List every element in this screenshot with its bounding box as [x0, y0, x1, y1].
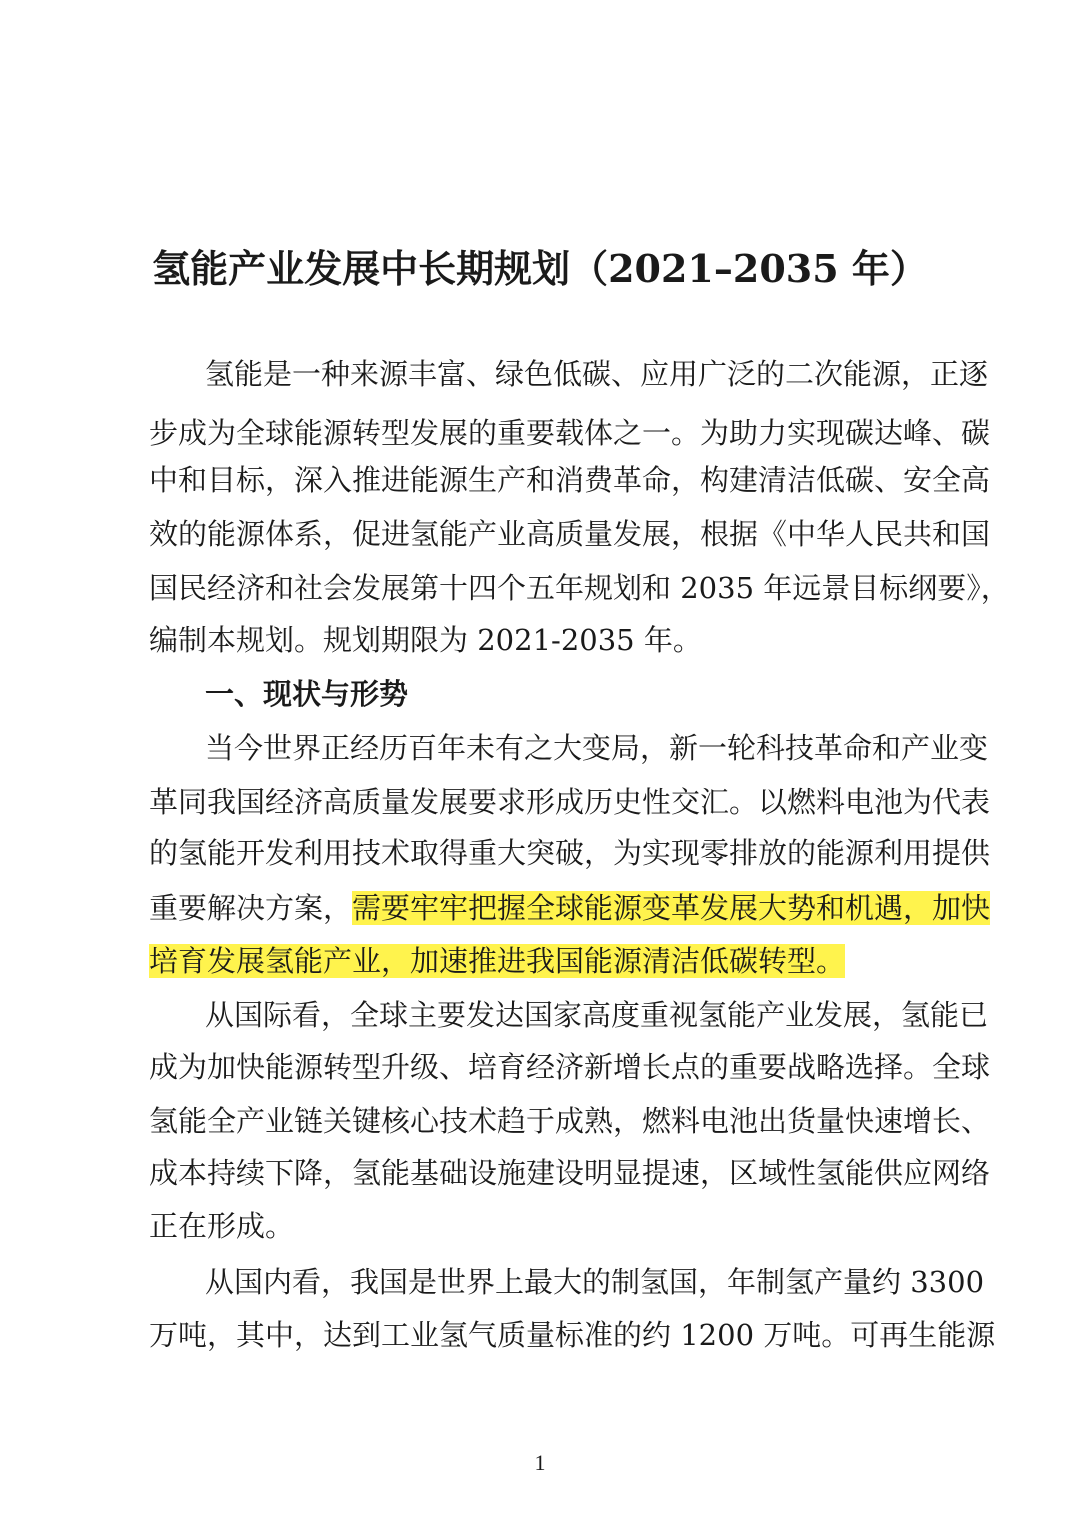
paragraph-line: 编制本规划。规划期限为 2021-2035 年。: [149, 623, 702, 657]
paragraph-line: 万吨，其中，达到工业氢气质量标准的约 1200 万吨。可再生能源: [149, 1318, 996, 1352]
paragraph-line: 从国内看，我国是世界上最大的制氢国，年制氢产量约 3300: [205, 1265, 985, 1299]
paragraph-line: 从国际看，全球主要发达国家高度重视氢能产业发展，氢能已: [205, 998, 989, 1032]
paragraph-line: 成本持续下降，氢能基础设施建设明显提速，区域性氢能供应网络: [149, 1156, 991, 1190]
paragraph-line: 中和目标，深入推进能源生产和消费革命，构建清洁低碳、安全高: [149, 463, 991, 497]
paragraph-line-highlighted: [149, 881, 991, 935]
paragraph-line: 成为加快能源转型升级、培育经济新增长点的重要战略选择。全球: [149, 1050, 991, 1084]
highlighted-text: 需要牢牢把握全球能源变革发展大势和机遇，加快: [352, 891, 991, 925]
section-heading: 一、现状与形势: [205, 677, 409, 711]
paragraph-line: 革同我国经济高质量发展要求形成历史性交汇。以燃料电池为代表: [149, 785, 991, 819]
paragraph-line: 的氢能开发利用技术取得重大突破，为实现零排放的能源利用提供: [149, 836, 991, 870]
paragraph-line: 氢能全产业链关键核心技术趋于成熟，燃料电池出货量快速增长、: [149, 1104, 991, 1138]
document-title: 氢能产业发展中长期规划（2021–2035 年）: [152, 246, 928, 291]
paragraph-line: 正在形成。: [149, 1209, 295, 1243]
plain-text: 重要解决方案，: [149, 891, 353, 925]
paragraph-line: 当今世界正经历百年未有之大变局，新一轮科技革命和产业变: [205, 731, 989, 765]
paragraph-line: 国民经济和社会发展第十四个五年规划和 2035 年远景目标纲要》，: [149, 571, 1010, 605]
paragraph-line-highlighted: [149, 934, 933, 988]
paragraph-line: 氢能是一种来源丰富、绿色低碳、应用广泛的二次能源，正逐: [205, 357, 989, 391]
paragraph-line: 步成为全球能源转型发展的重要载体之一。为助力实现碳达峰、碳: [149, 416, 991, 450]
paragraph-line: 效的能源体系，促进氢能产业高质量发展，根据《中华人民共和国: [149, 517, 991, 551]
highlighted-text: 培育发展氢能产业，加速推进我国能源清洁低碳转型。: [149, 944, 846, 978]
page-number: 1: [534, 1450, 546, 1475]
